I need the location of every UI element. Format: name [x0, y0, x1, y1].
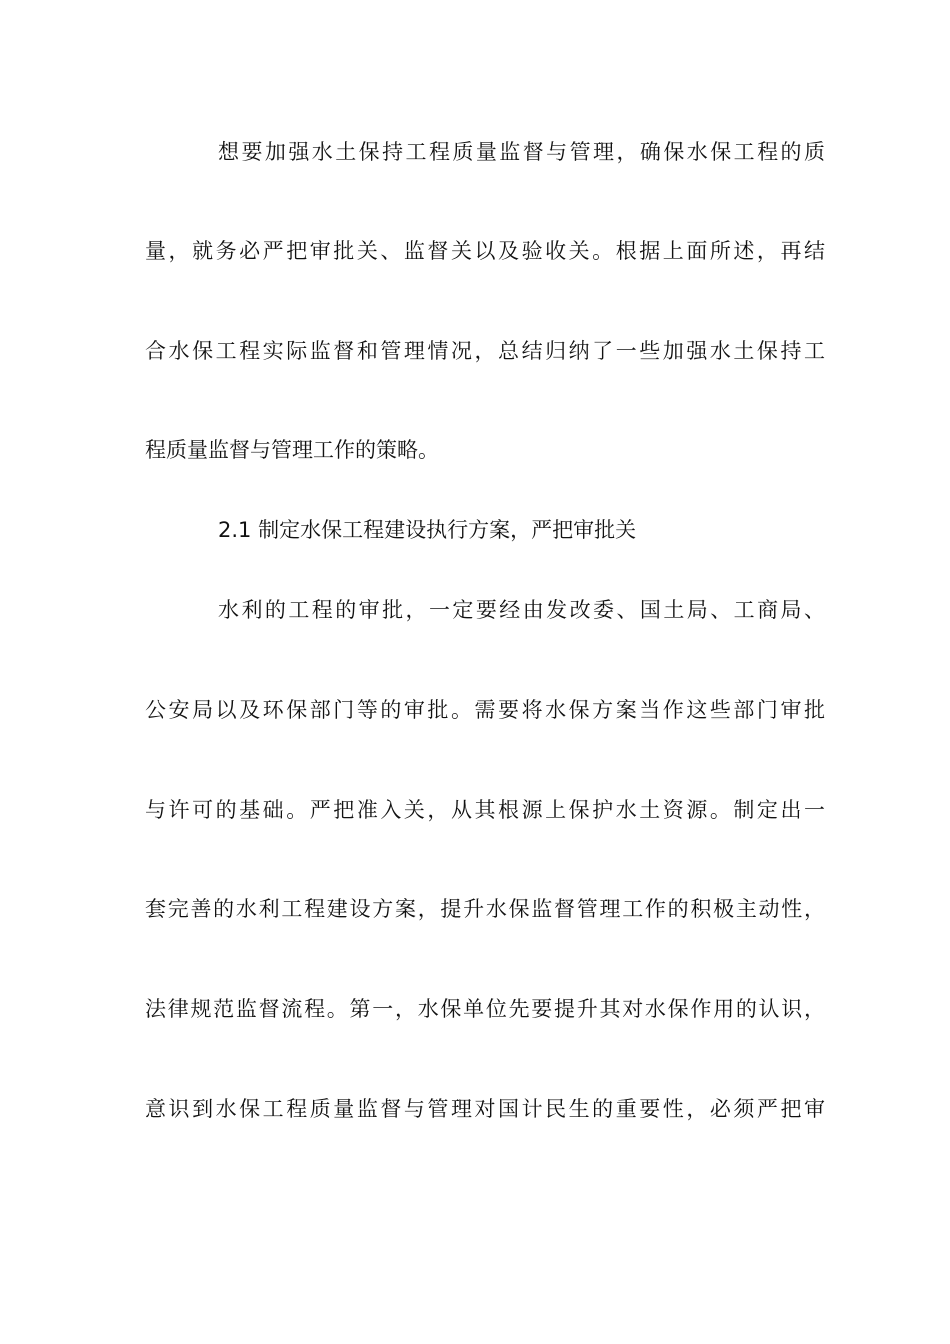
paragraph-line-7: 与许可的基础。严把准入关，从其根源上保护水土资源。制定出一: [145, 798, 825, 822]
paragraph-line-5: 水利的工程的审批，一定要经由发改委、国土局、工商局、: [218, 598, 825, 622]
paragraph-line-9: 法律规范监督流程。第一，水保单位先要提升其对水保作用的认识，: [145, 997, 825, 1021]
paragraph-line-8: 套完善的水利工程建设方案，提升水保监督管理工作的积极主动性，: [145, 897, 825, 921]
paragraph-line-2: 量，就务必严把审批关、监督关以及验收关。根据上面所述，再结: [145, 239, 825, 263]
paragraph-line-4: 程质量监督与管理工作的策略。: [145, 438, 439, 462]
paragraph-line-6: 公安局以及环保部门等的审批。需要将水保方案当作这些部门审批: [145, 698, 825, 722]
section-heading: 2.1 制定水保工程建设执行方案，严把审批关: [218, 518, 637, 542]
paragraph-line-1: 想要加强水土保持工程质量监督与管理，确保水保工程的质: [218, 140, 825, 164]
paragraph-line-10: 意识到水保工程质量监督与管理对国计民生的重要性，必须严把审: [145, 1097, 825, 1121]
paragraph-line-3: 合水保工程实际监督和管理情况，总结归纳了一些加强水土保持工: [145, 339, 825, 363]
